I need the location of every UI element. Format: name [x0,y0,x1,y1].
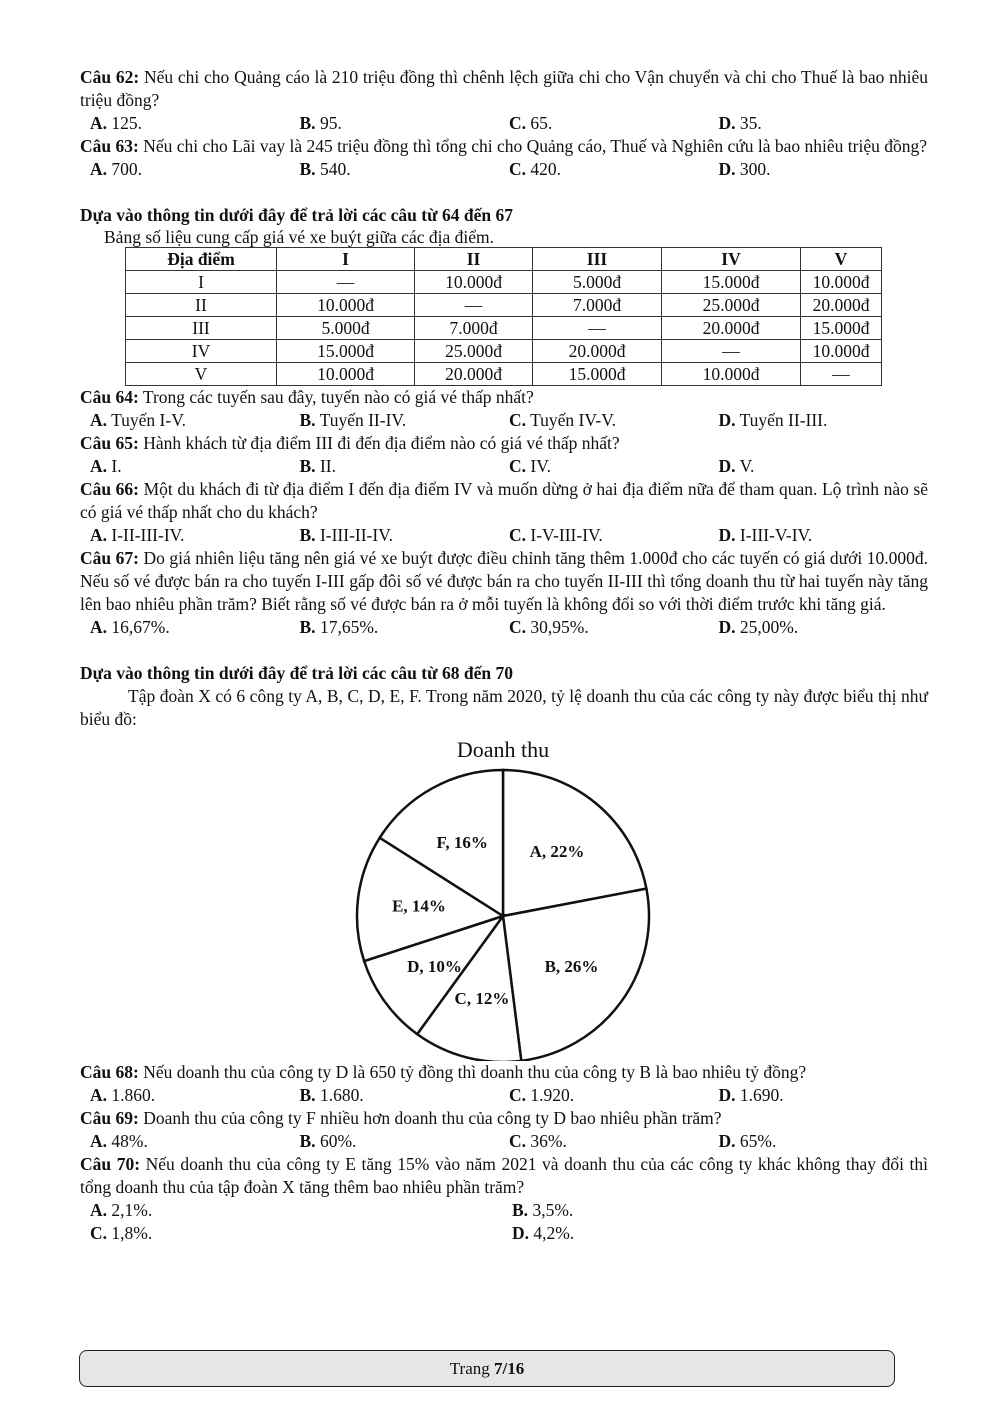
question-65 [80,432,928,455]
question-text: Trong các tuyến sau đây, tuyến nào có giá vé thấp nhất? [142,387,534,407]
options-69 [80,1130,928,1153]
spacer [80,181,928,204]
option-key: A. [90,1085,108,1105]
question-label: Câu 68: [80,1062,139,1082]
fare-cell: 10.000đ [801,271,882,294]
question-label: Câu 66: [80,479,140,499]
question-label: Câu 67: [80,548,139,568]
options-68 [80,1084,928,1107]
option-value: 4,2%. [533,1223,575,1243]
option-key: C. [90,1223,108,1243]
option-d[interactable] [719,1084,929,1107]
option-value: I-II-III-IV. [111,525,185,545]
table-row [126,294,882,317]
option-key: B. [299,159,316,179]
option-a[interactable] [90,112,300,135]
question-69 [80,1107,928,1130]
options-66 [80,524,928,547]
option-key: A. [90,525,108,545]
option-key: D. [512,1223,530,1243]
question-text: Nếu chi cho Quảng cáo là 210 triệu đồng thì chênh lệch giữa chi cho Vận chuyển và chi cho Thuế là bao nhiêu triệu đồng? [80,67,929,110]
option-value: 17,65%. [319,617,379,637]
option-key: C. [509,113,527,133]
option-key: D. [718,617,736,637]
option-a[interactable] [90,409,300,432]
option-c[interactable] [509,524,719,547]
option-key: B. [299,1085,316,1105]
fare-cell: 15.000đ [533,363,662,386]
option-c[interactable] [509,1130,719,1153]
option-key: A. [90,617,108,637]
option-value: 2,1%. [111,1200,153,1220]
option-value: 48%. [111,1131,148,1151]
question-67 [80,547,928,616]
table-row [126,340,882,363]
option-value: 3,5%. [532,1200,574,1220]
question-text: Một du khách đi từ địa điểm I đến địa điểm IV và muốn dừng ở hai địa điểm nữa để tham quan. Lộ trình nào sẽ có giá vé thấp nhất cho du khách? [80,479,929,522]
option-key: A. [90,113,108,133]
option-value: 420. [530,159,562,179]
header-cell: Địa điểm [126,248,277,271]
option-key: C. [509,410,527,430]
option-value: V. [739,456,755,476]
pie-slices [357,770,649,1061]
header-cell: IV [662,248,801,271]
option-b[interactable] [300,158,510,181]
options-65 [80,455,928,478]
option-value: Tuyến II-IV. [319,410,407,430]
fare-cell: 10.000đ [277,363,415,386]
question-text: Nếu doanh thu của công ty D là 650 tỷ đồng thì doanh thu của công ty B là bao nhiêu tỷ đồng? [143,1062,807,1082]
chart-title: Doanh thu [456,737,550,762]
option-value: 700. [111,159,143,179]
option-c[interactable] [90,1222,512,1245]
option-key: C. [509,159,527,179]
row-header-cell: II [126,294,277,317]
question-label: Câu 63: [80,136,139,156]
header-cell: II [415,248,533,271]
option-value: 60%. [319,1131,357,1151]
option-a[interactable] [90,158,300,181]
option-d[interactable] [719,112,929,135]
option-value: 95. [319,113,342,133]
fare-cell: — [801,363,882,386]
option-d[interactable] [512,1222,934,1245]
option-d[interactable] [719,1130,929,1153]
options-67 [80,616,928,639]
pie-label-f: F, 16% [436,832,488,852]
fare-cell: 20.000đ [662,317,801,340]
option-key: D. [718,456,736,476]
row-header-cell: I [126,271,277,294]
pie-label-c: C, 12% [454,989,510,1009]
options-70 [80,1199,928,1245]
question-text: Nếu chi cho Lãi vay là 245 triệu đồng thì tổng chi cho Quảng cáo, Thuế và Nghiên cứu là bao nhiêu triệu đồng? [143,136,928,156]
question-62 [80,66,928,112]
fare-cell: 25.000đ [415,340,533,363]
section-intro: Tập đoàn X có 6 công ty A, B, C, D, E, F. Trong năm 2020, tỷ lệ doanh thu của các công ty này được biểu thị như biểu đồ: [80,686,928,729]
option-b[interactable] [512,1199,934,1222]
pie-label-d: D, 10% [407,956,462,976]
option-key: A. [90,1131,108,1151]
option-value: 30,95%. [530,617,589,637]
question-66 [80,478,928,524]
fare-cell: 10.000đ [415,271,533,294]
footer-prefix: Trang [449,1358,490,1378]
fare-cell: 20.000đ [533,340,662,363]
question-label: Câu 70: [80,1154,141,1174]
option-value: I-III-V-IV. [739,525,813,545]
fare-cell: 10.000đ [801,340,882,363]
section-title-68-70: Dựa vào thông tin dưới đây để trả lời các câu từ 68 đến 70 [80,663,513,683]
fare-cell: 5.000đ [533,271,662,294]
option-a[interactable] [90,455,300,478]
question-63 [80,135,928,158]
fare-cell: — [277,271,415,294]
option-key: B. [299,113,316,133]
option-value: I-III-II-IV. [319,525,393,545]
fare-cell: 20.000đ [801,294,882,317]
option-key: D. [718,525,736,545]
option-key: A. [90,1200,108,1220]
option-key: A. [90,456,108,476]
exam-page [80,66,928,1245]
question-label: Câu 64: [80,387,139,407]
option-value: Tuyến IV-V. [530,410,616,430]
option-key: C. [509,1085,527,1105]
option-c[interactable] [509,409,719,432]
fare-cell: — [415,294,533,317]
option-key: B. [299,617,316,637]
option-key: D. [718,113,736,133]
option-d[interactable] [719,409,929,432]
option-value: I. [111,456,122,476]
option-value: 1.860. [111,1085,156,1105]
option-key: C. [509,617,527,637]
bus-fare-table [125,247,882,386]
option-key: B. [299,410,316,430]
option-b[interactable] [300,112,510,135]
fare-cell: 20.000đ [415,363,533,386]
option-value: 540. [319,159,351,179]
table-caption: Bảng số liệu cung cấp giá vé xe buýt giữa các địa điểm. [104,227,494,247]
pie-label-b: B, 26% [544,956,599,976]
option-d[interactable] [719,455,929,478]
question-label: Câu 62: [80,67,140,87]
option-value: 1.920. [530,1085,575,1105]
question-68 [80,1061,928,1084]
fare-cell: 10.000đ [277,294,415,317]
option-key: B. [299,525,316,545]
revenue-pie-chart [80,731,928,1061]
option-value: 65%. [739,1131,777,1151]
option-value: 25,00%. [739,617,799,637]
option-c[interactable] [509,112,719,135]
option-value: 125. [111,113,143,133]
question-70 [80,1153,928,1199]
table-row [126,271,882,294]
option-a[interactable] [90,1084,300,1107]
option-key: D. [718,1131,736,1151]
option-a[interactable] [90,616,300,639]
option-c[interactable] [509,616,719,639]
pie-label-e: E, 14% [392,896,446,916]
fare-cell: 15.000đ [662,271,801,294]
row-header-cell: IV [126,340,277,363]
options-63 [80,158,928,181]
fare-cell: — [662,340,801,363]
revenue-pie-chart-container [80,731,928,1061]
option-value: Tuyến I-V. [111,410,186,430]
option-value: 65. [530,113,553,133]
question-64 [80,386,928,409]
page-footer [79,1350,895,1387]
header-cell: III [533,248,662,271]
option-value: 1.690. [739,1085,784,1105]
fare-cell: 15.000đ [277,340,415,363]
option-key: D. [718,1085,736,1105]
option-value: I-V-III-IV. [530,525,603,545]
option-key: C. [509,456,527,476]
options-64 [80,409,928,432]
page-number: 7/16 [494,1358,525,1378]
question-text: Nếu doanh thu của công ty E tăng 15% vào năm 2021 và doanh thu của các công ty khác không thay đổi thì tổng doanh thu của tập đoàn X tăng thêm bao nhiêu phần trăm? [80,1154,928,1197]
fare-cell: 5.000đ [277,317,415,340]
option-c[interactable] [509,455,719,478]
option-d[interactable] [719,158,929,181]
option-d[interactable] [719,616,929,639]
header-cell: V [801,248,882,271]
option-a[interactable] [90,1130,300,1153]
option-key: D. [718,159,736,179]
row-header-cell: III [126,317,277,340]
table-row [126,317,882,340]
option-key: A. [90,410,108,430]
option-key: A. [90,159,108,179]
section-title-64-67: Dựa vào thông tin dưới đây để trả lời các câu từ 64 đến 67 [80,205,513,225]
option-c[interactable] [509,158,719,181]
option-key: C. [509,525,527,545]
option-b[interactable] [300,455,510,478]
option-b[interactable] [300,616,510,639]
fare-cell: — [533,317,662,340]
question-text: Doanh thu của công ty F nhiều hơn doanh thu của công ty D bao nhiêu phần trăm? [143,1108,722,1128]
option-value: 1,8%. [111,1223,153,1243]
option-b[interactable] [300,409,510,432]
spacer [80,639,928,662]
option-value: II. [319,456,336,476]
fare-cell: 7.000đ [415,317,533,340]
option-c[interactable] [509,1084,719,1107]
question-label: Câu 65: [80,433,139,453]
option-a[interactable] [90,524,300,547]
pie-label-a: A, 22% [529,841,585,861]
option-key: B. [299,456,316,476]
question-label: Câu 69: [80,1108,139,1128]
option-value: 1.680. [319,1085,364,1105]
option-key: D. [718,410,736,430]
question-text: Do giá nhiên liệu tăng nên giá vé xe buýt được điều chỉnh tăng thêm 1.000đ cho các tuyến có giá dưới 10.000đ. Nếu số vé được bán ra cho tuyến I-III gấp đôi số vé được bán ra cho tuyến II-III thì tổng doanh thu từ hai tuyến này tăng lên bao nhiêu phần trăm? Biết rằng số vé được bán ra ở mỗi tuyến là không đổi so với thời điểm trước khi tăng giá. [80,548,928,614]
fare-cell: 10.000đ [662,363,801,386]
option-value: 300. [739,159,771,179]
option-value: Tuyến II-III. [739,410,828,430]
option-key: B. [512,1200,529,1220]
option-a[interactable] [90,1199,512,1222]
option-key: C. [509,1131,527,1151]
question-text: Hành khách từ địa điểm III đi đến địa điểm nào có giá vé thấp nhất? [143,433,620,453]
header-cell: I [277,248,415,271]
option-d[interactable] [719,524,929,547]
table-header-row [126,248,882,271]
option-key: B. [299,1131,316,1151]
fare-cell: 7.000đ [533,294,662,317]
fare-cell: 25.000đ [662,294,801,317]
row-header-cell: V [126,363,277,386]
options-62 [80,112,928,135]
fare-cell: 15.000đ [801,317,882,340]
option-b[interactable] [300,1130,510,1153]
option-value: 16,67%. [111,617,170,637]
table-row [126,363,882,386]
option-b[interactable] [300,524,510,547]
option-value: IV. [530,456,551,476]
option-value: 36%. [530,1131,567,1151]
option-value: 35. [739,113,762,133]
option-b[interactable] [300,1084,510,1107]
